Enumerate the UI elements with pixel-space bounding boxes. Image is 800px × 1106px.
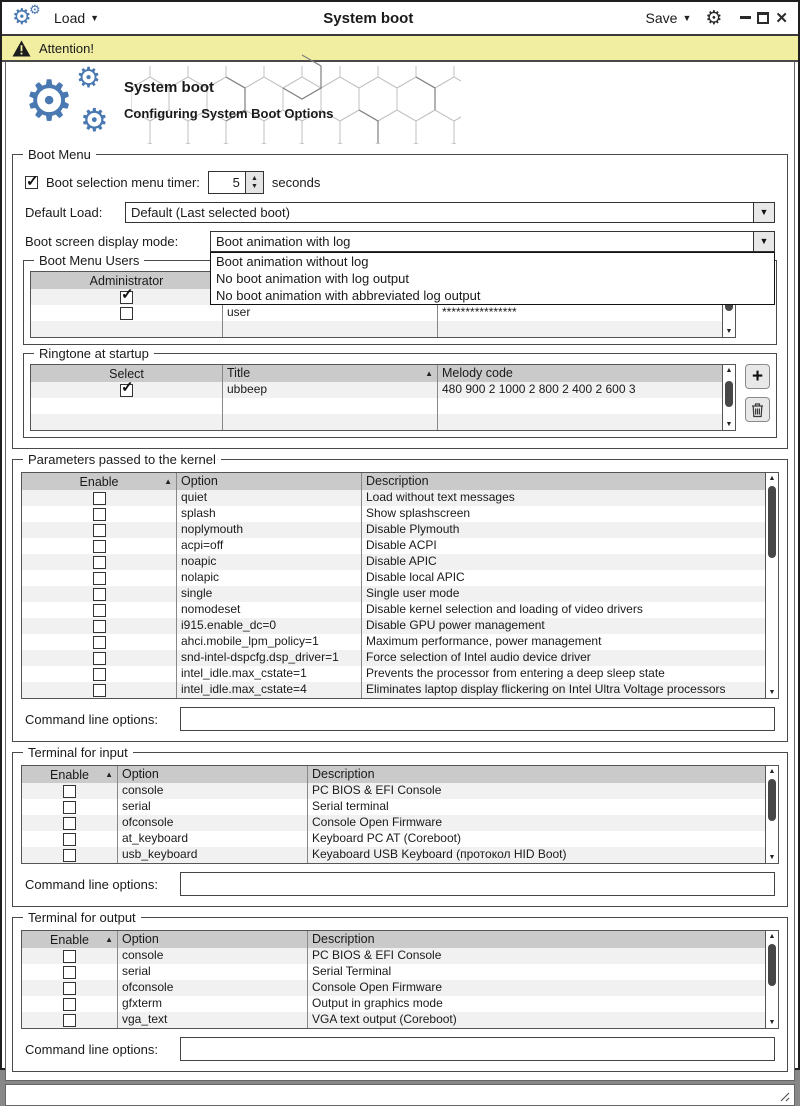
save-menu-button[interactable] [646, 10, 692, 26]
ringtone-col-select[interactable]: Select [31, 365, 223, 382]
sort-asc-icon: ▲ [105, 935, 113, 944]
cmdline-label: Command line options: [25, 711, 158, 727]
enable-checkbox[interactable] [93, 668, 106, 681]
timer-label: Boot selection menu timer: [46, 175, 200, 190]
col-enable[interactable]: Enable ▲ [22, 931, 118, 948]
table-row[interactable]: console PC BIOS & EFI Console [22, 948, 765, 964]
window-title: System boot [323, 9, 414, 27]
col-enable[interactable]: Enable ▲ [22, 473, 177, 490]
enable-checkbox[interactable] [63, 950, 76, 963]
display-mode-select[interactable] [210, 231, 775, 252]
dropdown-option[interactable]: No boot animation with abbreviated log output [216, 288, 481, 303]
scroll-up-icon[interactable]: ▲ [768, 933, 776, 940]
col-enable[interactable]: Enable ▲ [22, 766, 118, 783]
spinner-arrows-icon[interactable]: ▲ ▼ [245, 172, 263, 193]
scroll-down-icon[interactable]: ▼ [725, 328, 733, 335]
scroll-down-icon[interactable]: ▼ [768, 854, 776, 861]
boot-menu-legend: Boot Menu [23, 147, 96, 162]
table-row[interactable]: noapic Disable APIC [22, 554, 765, 570]
scroll-down-icon[interactable]: ▼ [768, 689, 776, 696]
terminal-output-table [21, 930, 779, 1029]
col-description[interactable]: Description [366, 474, 429, 488]
save-menu-label: Save [645, 10, 678, 26]
resize-grip[interactable] [778, 1090, 790, 1102]
load-menu-label: Load [54, 10, 86, 26]
table-row[interactable]: nolapic Disable local APIC [22, 570, 765, 586]
col-option[interactable]: Option [118, 766, 308, 783]
terminal-input-table [21, 765, 779, 864]
enable-checkbox[interactable] [93, 684, 106, 697]
minimize-button[interactable] [740, 16, 751, 19]
enable-checkbox[interactable] [63, 817, 76, 830]
load-menu-button[interactable] [54, 10, 99, 26]
page-title: System boot [124, 79, 215, 96]
chevron-down-icon: ▼ [682, 13, 692, 23]
enable-checkbox[interactable] [63, 849, 76, 862]
col-description[interactable]: Description [312, 932, 375, 946]
cmdline-label: Command line options: [25, 876, 158, 892]
sort-asc-icon: ▲ [164, 477, 172, 486]
attention-banner [2, 36, 798, 62]
scroll-down-icon[interactable]: ▼ [725, 421, 733, 428]
terminal-output-cmdline-input[interactable] [180, 1037, 775, 1061]
scroll-down-icon[interactable]: ▼ [768, 1019, 776, 1026]
sort-asc-icon: ▲ [105, 770, 113, 779]
attention-text: Attention! [39, 40, 94, 56]
enable-checkbox[interactable] [63, 833, 76, 846]
display-mode-label: Boot screen display mode: [25, 234, 179, 249]
page-subtitle: Configuring System Boot Options [124, 106, 334, 121]
table-row[interactable]: console PC BIOS & EFI Console [22, 783, 765, 799]
table-row[interactable]: splash Show splashscreen [22, 506, 765, 522]
trash-icon [750, 402, 765, 418]
ringtone-group [23, 346, 777, 438]
plus-icon: + [751, 366, 764, 387]
enable-checkbox[interactable] [93, 620, 106, 633]
gears-logo [20, 61, 120, 142]
col-option[interactable]: Option [118, 931, 308, 948]
table-row[interactable]: single Single user mode [22, 586, 765, 602]
cmdline-label: Command line options: [25, 1041, 158, 1057]
chevron-down-icon[interactable]: ▼ [753, 232, 774, 251]
content-area [5, 62, 795, 1081]
table-row[interactable]: serial Serial terminal [22, 799, 765, 815]
ringtone-table [30, 364, 736, 431]
admin-checkbox[interactable] [120, 291, 133, 304]
table-row[interactable]: vga_text VGA text output (Coreboot) [22, 1012, 765, 1028]
enable-checkbox[interactable] [93, 604, 106, 617]
kernel-cmdline-input[interactable] [180, 707, 775, 731]
scroll-up-icon[interactable]: ▲ [768, 475, 776, 482]
add-ringtone-button[interactable] [745, 364, 770, 389]
scroll-up-icon[interactable]: ▲ [768, 768, 776, 775]
timer-value[interactable]: 5 [209, 172, 245, 193]
table-row[interactable]: nomodeset Disable kernel selection and loading of video drivers [22, 602, 765, 618]
enable-checkbox[interactable] [93, 524, 106, 537]
enable-checkbox[interactable] [93, 572, 106, 585]
terminal-output-group [12, 910, 788, 1072]
terminal-input-cmdline-input[interactable] [180, 872, 775, 896]
table-row[interactable]: at_keyboard Keyboard PC AT (Coreboot) [22, 831, 765, 847]
table-row[interactable]: ofconsole Console Open Firmware [22, 815, 765, 831]
terminal-output-legend: Terminal for output [23, 910, 141, 925]
enable-checkbox[interactable] [63, 966, 76, 979]
table-row[interactable]: noplymouth Disable Plymouth [22, 522, 765, 538]
ringtone-checkbox[interactable] [120, 384, 133, 397]
maximize-button[interactable] [757, 12, 769, 24]
dropdown-option[interactable]: No boot animation with log output [216, 271, 409, 286]
chevron-down-icon[interactable]: ▼ [753, 203, 774, 222]
gear-icon: ⚙ [76, 61, 102, 94]
timer-spinner[interactable] [208, 171, 264, 194]
table-row[interactable]: snd-intel-dspcfg.dsp_driver=1 Force selection of Intel audio device driver [22, 650, 765, 666]
enable-checkbox[interactable] [93, 540, 106, 553]
ringtone-col-title[interactable]: Title ▲ [223, 365, 438, 382]
boot-menu-users-legend: Boot Menu Users [34, 253, 144, 268]
chevron-down-icon: ▼ [90, 13, 100, 23]
default-load-value: Default (Last selected boot) [131, 205, 290, 220]
admin-checkbox[interactable] [120, 307, 133, 320]
users-col-administrator[interactable]: Administrator [31, 272, 223, 289]
warning-icon [12, 40, 31, 57]
table-row[interactable]: quiet Load without text messages [22, 490, 765, 506]
enable-checkbox[interactable] [93, 636, 106, 649]
enable-checkbox[interactable] [93, 556, 106, 569]
col-description[interactable]: Description [312, 767, 375, 781]
table-row[interactable]: i915.enable_dc=0 Disable GPU power management [22, 618, 765, 634]
display-mode-value: Boot animation with log [216, 234, 351, 249]
table-row[interactable]: usb_keyboard Keyaboard USB Keyboard (протокол HID Boot) [22, 847, 765, 863]
kernel-params-table [21, 472, 779, 699]
settings-gear-icon[interactable]: ⚙ [705, 6, 723, 29]
gear-icon: ⚙ [24, 69, 75, 134]
timer-unit-label: seconds [271, 175, 321, 190]
scroll-up-icon[interactable]: ▲ [725, 367, 733, 374]
kernel-params-group [12, 452, 788, 742]
enable-checkbox[interactable] [63, 1014, 76, 1027]
terminal-input-legend: Terminal for input [23, 745, 133, 760]
display-mode-dropdown [210, 252, 775, 305]
status-bar [5, 1084, 795, 1106]
enable-checkbox[interactable] [93, 588, 106, 601]
gear-icon: ⚙ [80, 101, 109, 139]
enable-checkbox[interactable] [93, 652, 106, 665]
ringtone-scrollbar[interactable] [722, 365, 735, 430]
close-button[interactable]: ✕ [775, 9, 788, 27]
enable-checkbox[interactable] [63, 982, 76, 995]
page-header [6, 61, 794, 144]
ringtone-legend: Ringtone at startup [34, 346, 154, 361]
table-row[interactable]: gfxterm Output in graphics mode [22, 996, 765, 1012]
default-load-select[interactable] [125, 202, 775, 223]
title-bar [2, 2, 798, 36]
app-gears-icon: ⚙ ⚙ [12, 3, 41, 30]
ringtone-col-melody[interactable]: Melody code [442, 366, 513, 380]
timer-checkbox[interactable] [25, 176, 38, 189]
kernel-params-legend: Parameters passed to the kernel [23, 452, 221, 467]
enable-checkbox[interactable] [63, 801, 76, 814]
table-row[interactable]: ofconsole Console Open Firmware [22, 980, 765, 996]
terminal-input-scrollbar[interactable] [765, 766, 778, 863]
boot-menu-group [12, 147, 788, 449]
sort-asc-icon: ▲ [425, 369, 433, 378]
dropdown-option[interactable]: Boot animation without log [216, 254, 369, 269]
table-row[interactable]: intel_idle.max_cstate=4 Eliminates laptop display flickering on Intel Ultra Voltage processors [22, 682, 765, 698]
enable-checkbox[interactable] [93, 492, 106, 505]
table-row[interactable]: user **************** [31, 305, 722, 321]
enable-checkbox[interactable] [93, 508, 106, 521]
table-row[interactable]: acpi=off Disable ACPI [22, 538, 765, 554]
delete-ringtone-button[interactable] [745, 397, 770, 422]
table-row[interactable]: ✓ ubbeep 480 900 2 1000 2 800 2 400 2 600 3 [31, 382, 722, 398]
enable-checkbox[interactable] [63, 998, 76, 1011]
terminal-input-group [12, 745, 788, 907]
enable-checkbox[interactable] [63, 785, 76, 798]
table-row[interactable]: intel_idle.max_cstate=1 Prevents the processor from entering a deep sleep state [22, 666, 765, 682]
col-option[interactable]: Option [177, 473, 362, 490]
terminal-output-scrollbar[interactable] [765, 931, 778, 1028]
default-load-label: Default Load: [25, 205, 103, 220]
table-row[interactable]: ahci.mobile_lpm_policy=1 Maximum performance, power management [22, 634, 765, 650]
table-row[interactable]: serial Serial Terminal [22, 964, 765, 980]
kernel-scrollbar[interactable] [765, 473, 778, 698]
